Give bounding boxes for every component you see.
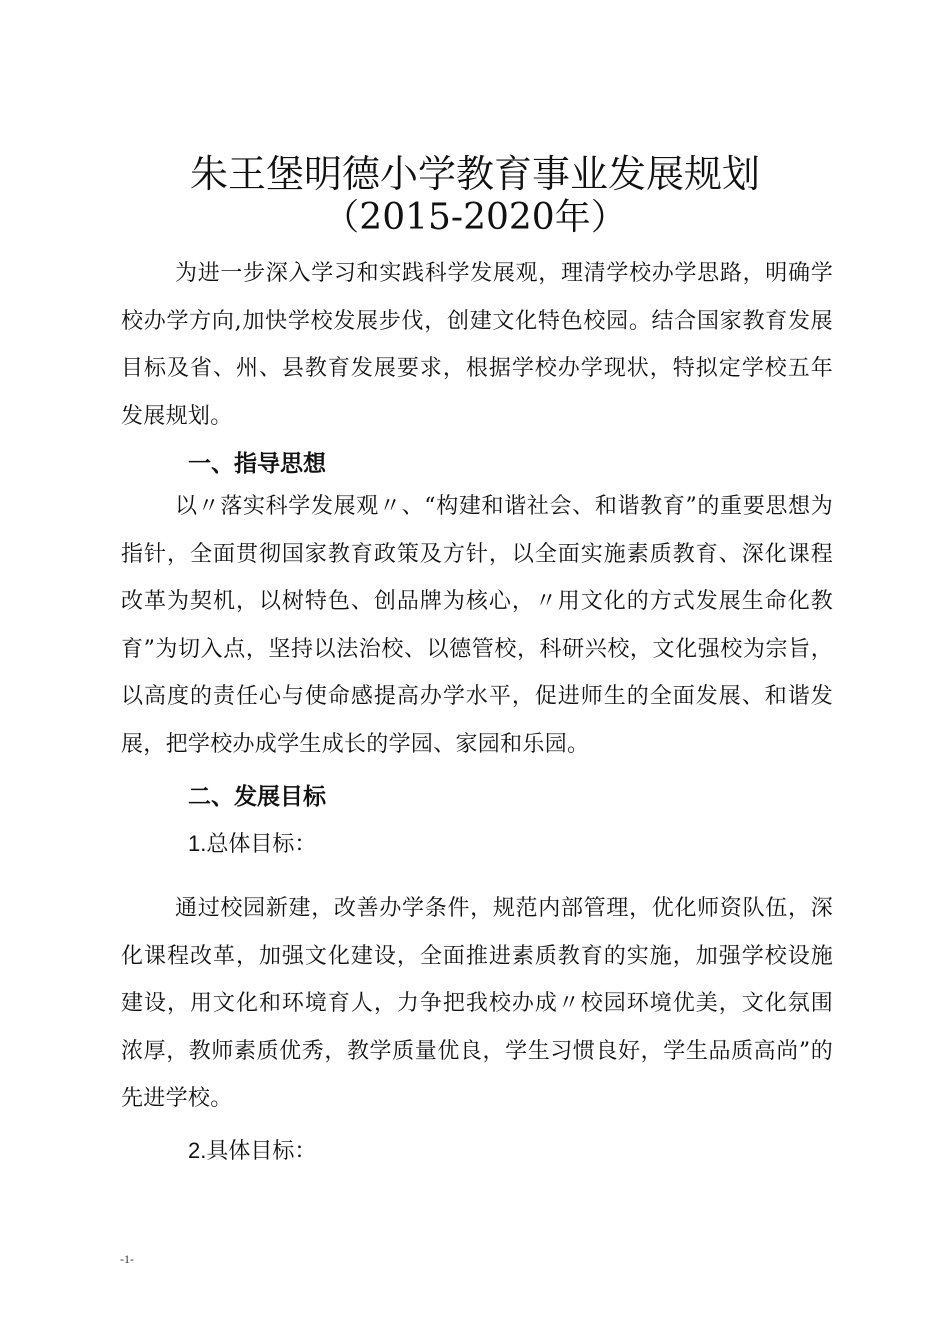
subheading-specific-goals: 2.具体目标： [188, 1138, 317, 1163]
subheading-overall-goal: 1.总体目标： [188, 831, 317, 856]
document-title: 朱王堡明德小学教育事业发展规划 [189, 152, 760, 196]
page-number: -1- [120, 1252, 134, 1266]
guiding-ideology-paragraph: 以〃落实科学发展观〃、“构建和谐社会、和谐教育”的重要思想为指针，全面贯彻国家教育政策及方针，以全面实施素质教育、深化课程改革为契机，以树特色、创品牌为核心，〃用文化的方式发展生命化教育”为切入点，坚持以法治校、以德管校，科研兴校，文化强校为宗旨，以高度的责任心与使命感提高办学水平，促进师生的全面发展、和谐发展，把学校办成学生成长的学园、家园和乐园。 [121, 494, 833, 757]
intro-paragraph: 为进一步深入学习和实践科学发展观，理清学校办学思路，明确学校办学方向,加快学校发展步伐，创建文化特色校园。结合国家教育发展目标及省、州、县教育发展要求，根据学校办学现状，特拟定学校五年发展规划。 [121, 261, 833, 429]
section-heading-development-goals: 二、发展目标 [188, 784, 326, 810]
document-subtitle: （2015-2020年） [323, 197, 627, 238]
overall-goal-paragraph: 通过校园新建，改善办学条件，规范内部管理，优化师资队伍，深化课程改革，加强文化建设，全面推进素质教育的实施，加强学校设施建设，用文化和环境育人，力争把我校办成〃校园环境优美，文化氛围浓厚，教师素质优秀，教学质量优良，学生习惯良好，学生品质高尚”的先进学校。 [121, 896, 833, 1111]
section-heading-guiding-ideology: 一、指导思想 [188, 451, 326, 477]
